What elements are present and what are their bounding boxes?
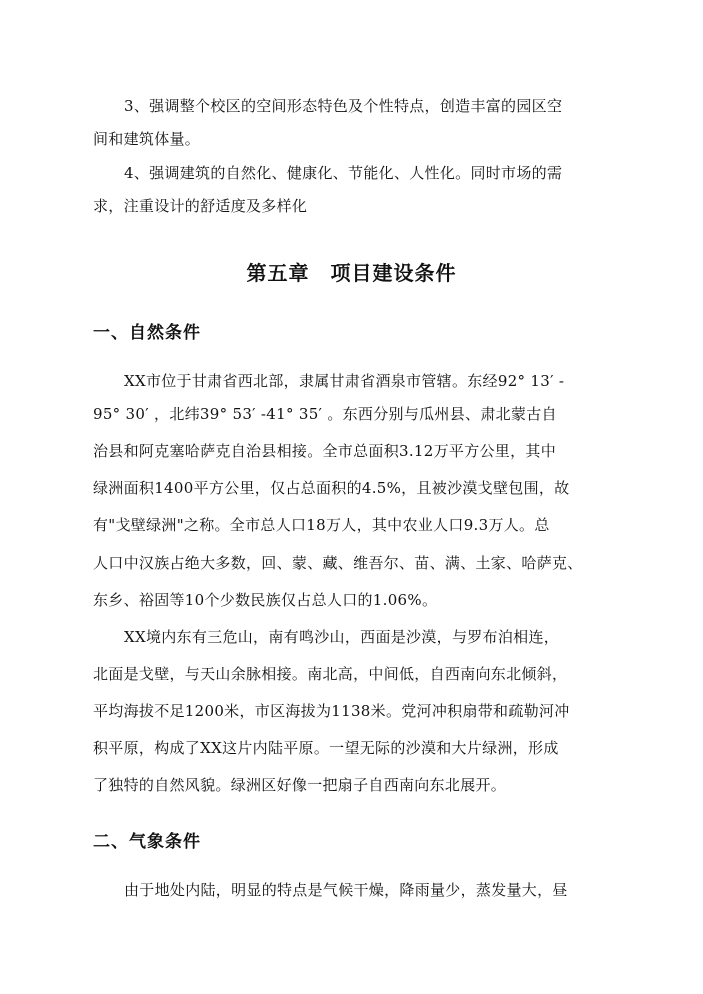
paragraph-line: XX市位于甘肃省西北部，隶属甘肃省酒泉市管辖。东经92° 13′ - [124, 372, 565, 390]
paragraph-line: 绿洲面积1400平方公里，仅占总面积的4.5%，且被沙漠戈壁包围，故 [93, 479, 570, 497]
item4-line1: 4、强调建筑的自然化、健康化、节能化、人性化。同时市场的需 [124, 164, 563, 182]
paragraph-line: XX境内东有三危山，南有鸣沙山，西面是沙漠，与罗布泊相连， [124, 628, 560, 646]
item3-line1: 3、强调整个校区的空间形态特色及个性特点，创造丰富的园区空 [124, 97, 563, 115]
paragraph-line: 了独特的自然风貌。绿洲区好像一把扇子自西南向东北展开。 [93, 776, 507, 794]
paragraph-line: 积平原，构成了XX这片内陆平原。一望无际的沙漠和大片绿洲，形成 [93, 739, 559, 757]
paragraph-line: 人口中汉族占绝大多数，回、蒙、藏、维吾尔、苗、满、土家、哈萨克、 [93, 554, 583, 572]
section-heading-climate: 二、气象条件 [93, 832, 201, 852]
paragraph-line: 由于地处内陆，明显的特点是气候干燥，降雨量少，蒸发量大，昼 [124, 881, 568, 899]
section-heading-natural: 一、自然条件 [93, 323, 201, 343]
chapter-title: 第五章 项目建设条件 [246, 261, 457, 285]
paragraph-line: 有"戈壁绿洲"之称。全市总人口18万人，其中农业人口9.3万人。总 [93, 516, 550, 534]
paragraph-line: 平均海拔不足1200米，市区海拔为1138米。党河冲积扇带和疏勒河冲 [93, 702, 570, 720]
paragraph-line: 东乡、裕固等10个少数民族仅占总人口的1.06%。 [93, 591, 438, 609]
item3-line2: 间和建筑体量。 [93, 130, 201, 148]
paragraph-line: 治县和阿克塞哈萨克自治县相接。全市总面积3.12万平方公里，其中 [93, 442, 557, 460]
paragraph-line: 北面是戈壁，与天山余脉相接。南北高，中间低，自西南向东北倾斜， [93, 665, 568, 683]
paragraph-line: 95° 30′ ，北纬39° 53′ -41° 35′ 。东西分别与瓜州县、肃北蒙古自 [93, 405, 557, 423]
item4-line2: 求，注重设计的舒适度及多样化 [93, 197, 308, 215]
